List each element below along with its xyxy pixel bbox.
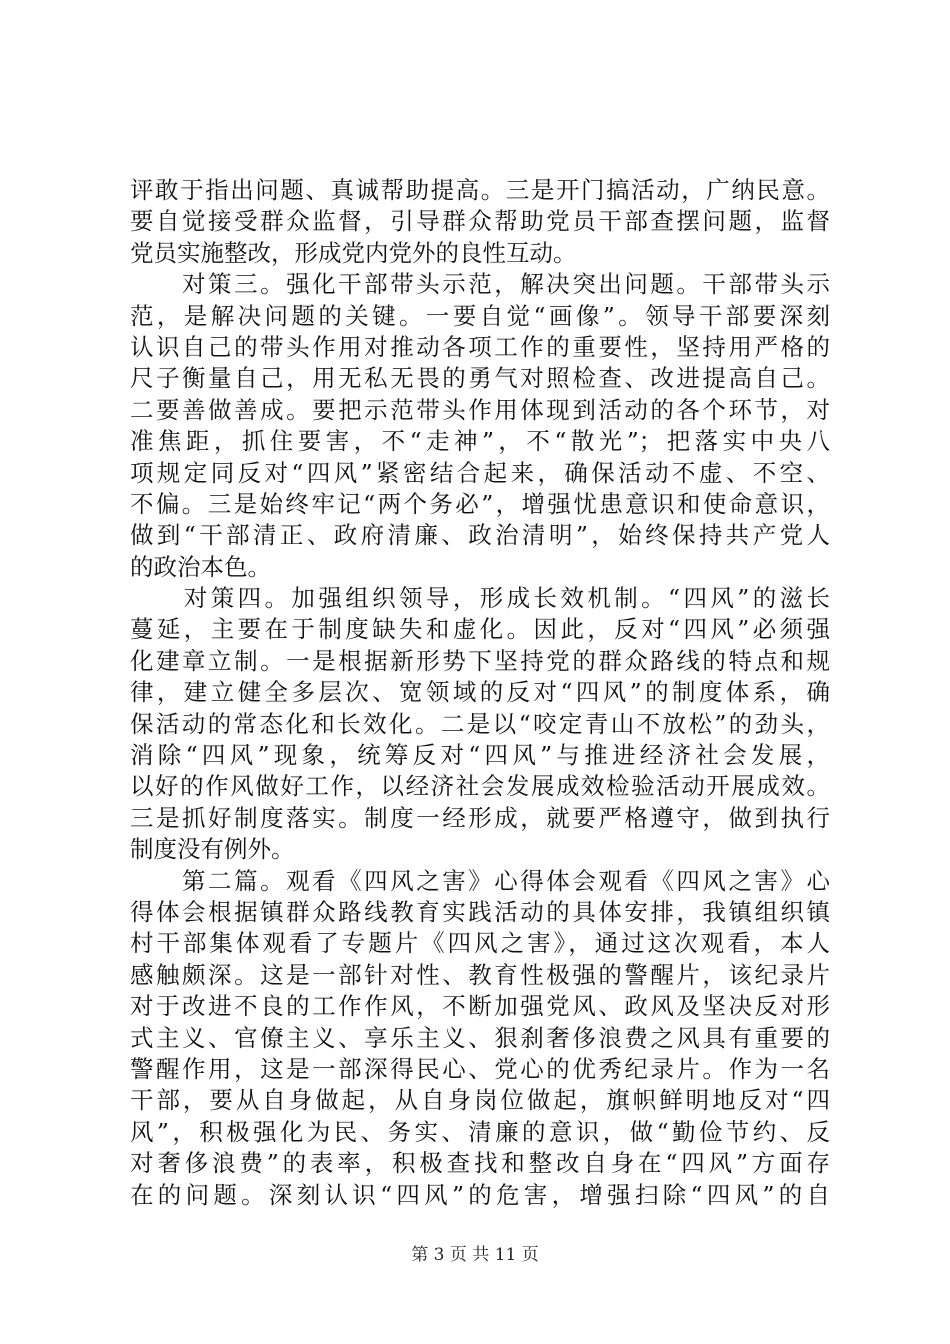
text-line: 的政治本色。 [130,552,271,581]
text-line: 律，建立健全多层次、宽领域的反对“四风”的制度体系，确 [130,678,830,707]
text-line: 对奢侈浪费”的表率，积极查找和整改自身在“四风”方面存 [130,1149,830,1178]
text-line: 二要善做善成。要把示范带头作用体现到活动的各个环节，对 [130,395,830,424]
text-line: 三是抓好制度落实。制度一经形成，就要严格遵守，做到执行 [130,803,830,832]
text-line: 化建章立制。一是根据新形势下坚持党的群众路线的特点和规 [130,646,830,675]
text-line: 对策三。强化干部带头示范，解决突出问题。干部带头示 [130,270,830,299]
text-line: 消除“四风”现象，统筹反对“四风”与推进经济社会发展， [130,741,830,770]
text-line: 感触颇深。这是一部针对性、教育性极强的警醒片，该纪录片 [130,960,830,989]
text-line: 制度没有例外。 [130,835,295,864]
text-line: 干部，要从自身做起，从自身岗位做起，旗帜鲜明地反对“四 [130,1086,830,1115]
text-line: 尺子衡量自己，用无私无畏的勇气对照检查、改进提高自己。 [130,364,830,393]
text-line: 村干部集体观看了专题片《四风之害》，通过这次观看，本人 [130,929,830,958]
text-line: 警醒作用，这是一部深得民心、党心的优秀纪录片。作为一名 [130,1054,830,1083]
text-line: 范，是解决问题的关键。一要自觉“画像”。领导干部要深刻 [130,301,830,330]
page-footer: 第 3 页 共 11 页 [411,1245,539,1265]
text-line: 不偏。三是始终牢记“两个务必”，增强忧患意识和使命意识， [130,489,830,518]
text-line: 对于改进不良的工作作风，不断加强党风、政风及坚决反对形 [130,992,830,1021]
document-body [130,175,830,1211]
text-line: 对策四。加强组织领导，形成长效机制。“四风”的滋长 [130,584,830,613]
text-line: 准焦距，抓住要害，不“走神”，不“散光”；把落实中央八 [130,427,830,456]
text-line: 蔓延，主要在于制度缺失和虚化。因此，反对“四风”必须强 [130,615,830,644]
text-line: 要自觉接受群众监督，引导群众帮助党员干部查摆问题，监督 [130,207,830,236]
text-line: 党员实施整改，形成党内党外的良性互动。 [130,238,577,267]
text-line: 第二篇。观看《四风之害》心得体会观看《四风之害》心 [130,866,830,895]
text-line: 做到“干部清正、政府清廉、政治清明”，始终保持共产党人 [130,521,830,550]
text-line: 项规定同反对“四风”紧密结合起来，确保活动不虚、不空、 [130,458,830,487]
text-line: 评敢于指出问题、真诚帮助提高。三是开门搞活动，广纳民意。 [130,176,830,204]
text-line: 式主义、官僚主义、享乐主义、狠刹奢侈浪费之风具有重要的 [130,1023,830,1052]
text-line: 保活动的常态化和长效化。二是以“咬定青山不放松”的劲头， [130,709,830,738]
text-line: 在的问题。深刻认识“四风”的危害，增强扫除“四风”的自 [130,1180,830,1209]
text-line: 得体会根据镇群众路线教育实践活动的具体安排，我镇组织镇 [130,897,830,926]
text-line: 以好的作风做好工作，以经济社会发展成效检验活动开展成效。 [130,772,830,801]
text-line: 风”，积极强化为民、务实、清廉的意识，做“勤俭节约、反 [130,1117,830,1146]
text-line: 认识自己的带头作用对推动各项工作的重要性，坚持用严格的 [130,332,830,361]
